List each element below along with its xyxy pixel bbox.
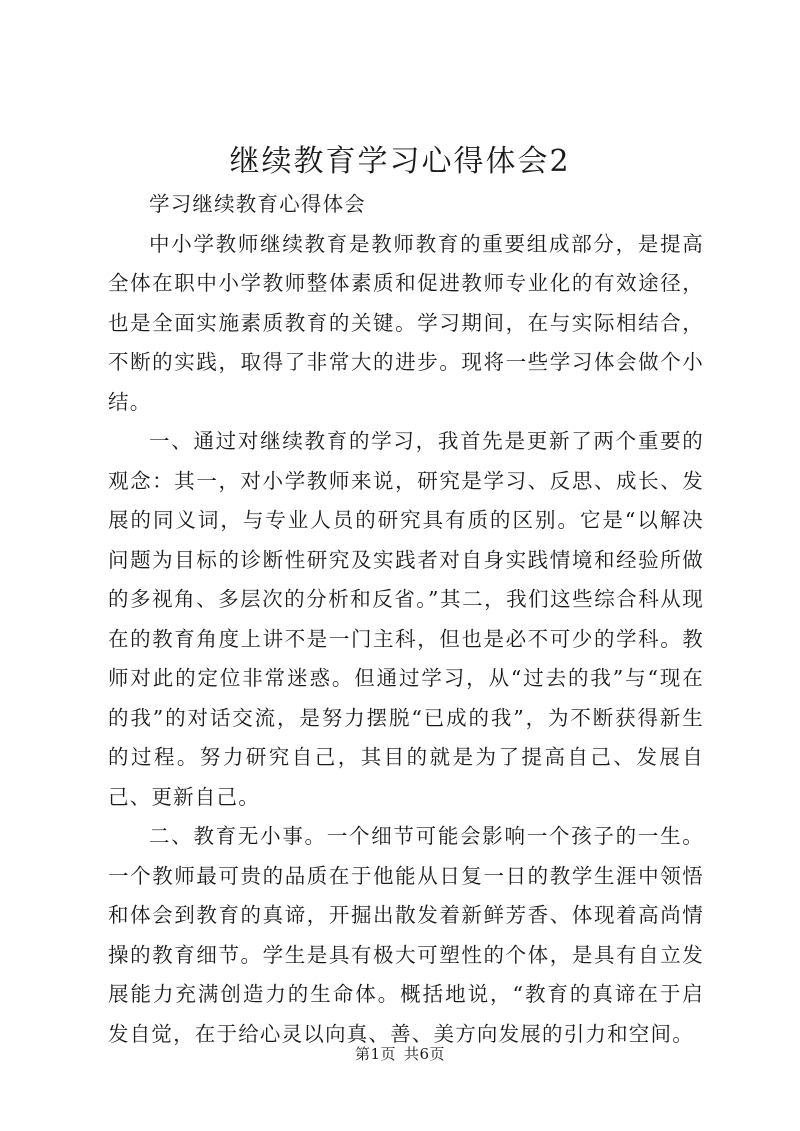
page-number: 第1页 [354,1045,396,1063]
subtitle-paragraph: 学习继续教育心得体会 [149,192,366,216]
page-footer [0,1044,800,1064]
section-two-paragraph: 二、教育无小事。一个细节可能会影响一个孩子的一生。一个教师最可贵的品质在于他能从日复一日的教学生涯中领悟和体会到教育的真谛，开掘出散发着新鲜芳香、体现着高尚情操的教育细节。学生是具有极大可塑性的个体，是具有自立发展能力充满创造力的生命体。概括地说，“教育的真谛在于启发自觉，在于给心灵以向真、善、美方向发展的引力和空间。 [108,824,704,1046]
section-one-paragraph: 一、通过对继续教育的学习，我首先是更新了两个重要的观念：其一，对小学教师来说，研究是学习、反思、成长、发展的同义词，与专业人员的研究具有质的区别。它是“以解决问题为目标的诊断性研究及实践者对自身实践情境和经验所做的多视角、多层次的分析和反省。”其二，我们这些综合科从现在的教育角度上讲不是一门主科，但也是必不可少的学科。教师对此的定位非常迷惑。但通过学习，从“过去的我”与“现在的我”的对话交流，是努力摆脱“已成的我”，为不断获得新生的过程。努力研究自己，其目的就是为了提高自己、发展自己、更新自己。 [108,429,704,809]
page-total: 共6页 [404,1045,446,1063]
intro-paragraph: 中小学教师继续教育是教师教育的重要组成部分，是提高全体在职中小学教师整体素质和促进教师专业化的有效途径，也是全面实施素质教育的关键。学习期间，在与实际相结合，不断的实践，取得了非常大的进步。现将一些学习体会做个小结。 [108,231,704,414]
document-body [108,185,704,1054]
document-title: 继续教育学习心得体会2 [229,144,571,179]
